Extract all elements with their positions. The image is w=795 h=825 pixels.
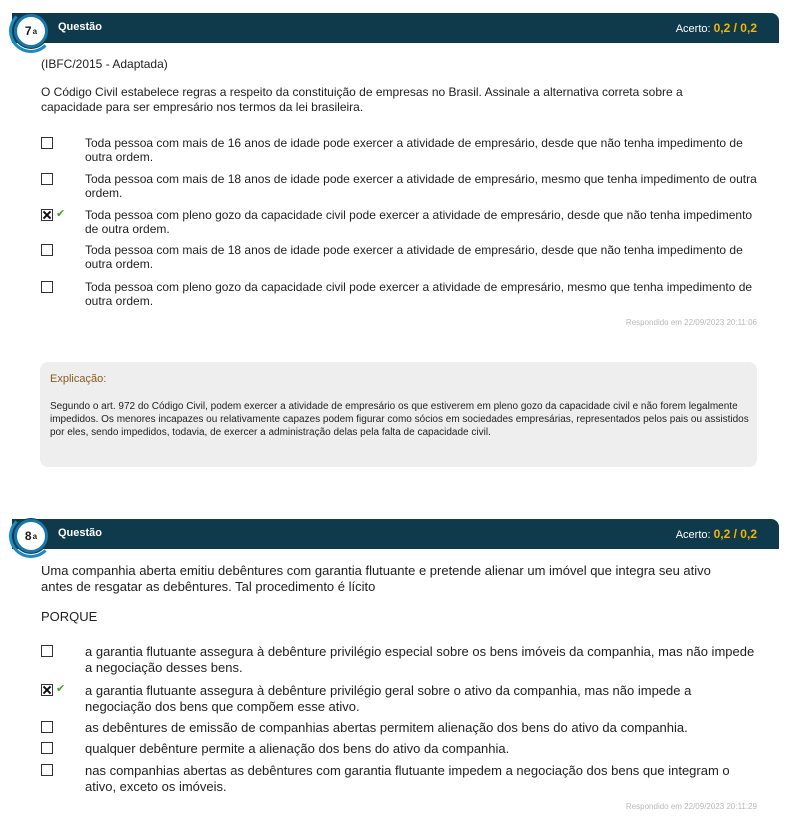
question-8-score: Acerto: 0,2 / 0,2 — [675, 527, 757, 541]
question-8-number-badge: 8 a — [14, 519, 48, 553]
checkbox[interactable] — [41, 764, 53, 776]
question-8-connector: PORQUE — [41, 609, 98, 624]
question-7-number-badge: 7 a — [14, 14, 48, 48]
question-8-stem: Uma companhia aberta emitiu debêntures com garantia flutuante e pretende alienar um imóvel que integra seu ativo antes de resgatar as debêntures. Tal procedimento é lícito — [41, 563, 711, 594]
checkbox[interactable] — [41, 281, 53, 293]
checkbox[interactable] — [41, 645, 53, 657]
question-8-label: Questão — [58, 527, 103, 539]
checkbox-checked[interactable] — [41, 209, 53, 221]
question-8-header — [12, 519, 779, 549]
question-7-reference: (IBFC/2015 - Adaptada) — [41, 57, 168, 71]
explanation-title: Explicação: — [50, 373, 107, 385]
checkbox-checked[interactable] — [41, 684, 53, 696]
explanation-text: Segundo o art. 972 do Código Civil, podem exercer a atividade de empresário os que estiverem em pleno gozo da capacidade civil e não forem legalmente impedidos. Os menores incapazes ou relativamente capazes podem figurar como sócios em sociedades empresárias, representados pelos pais ou assistidos por eles, sendo impedidos, todavia, de exercer a administração delas pela falta de capacidade civil. — [50, 401, 749, 438]
question-7-header — [12, 13, 779, 43]
explanation-box — [40, 362, 757, 467]
correct-check-icon: ✔ — [56, 208, 66, 220]
correct-check-icon: ✔ — [56, 683, 66, 695]
question-8-answered-time: Respondido em 22/09/2023 20:11:29 — [625, 802, 757, 811]
checkbox[interactable] — [41, 244, 53, 256]
question-7-answered-time: Respondido em 22/09/2023 20:11:06 — [625, 318, 757, 327]
checkbox[interactable] — [41, 173, 53, 185]
question-7-label: Questão — [58, 21, 103, 33]
checkbox[interactable] — [41, 742, 53, 754]
question-7-score: Acerto: 0,2 / 0,2 — [675, 21, 757, 35]
checkbox[interactable] — [41, 721, 53, 733]
checkbox[interactable] — [41, 137, 53, 149]
question-7-stem: O Código Civil estabelece regras a respeito da constituição de empresas no Brasil. Assinale a alternativa correta sobre a capacidade para ser empresário nos termos da lei brasileira. — [41, 85, 683, 114]
